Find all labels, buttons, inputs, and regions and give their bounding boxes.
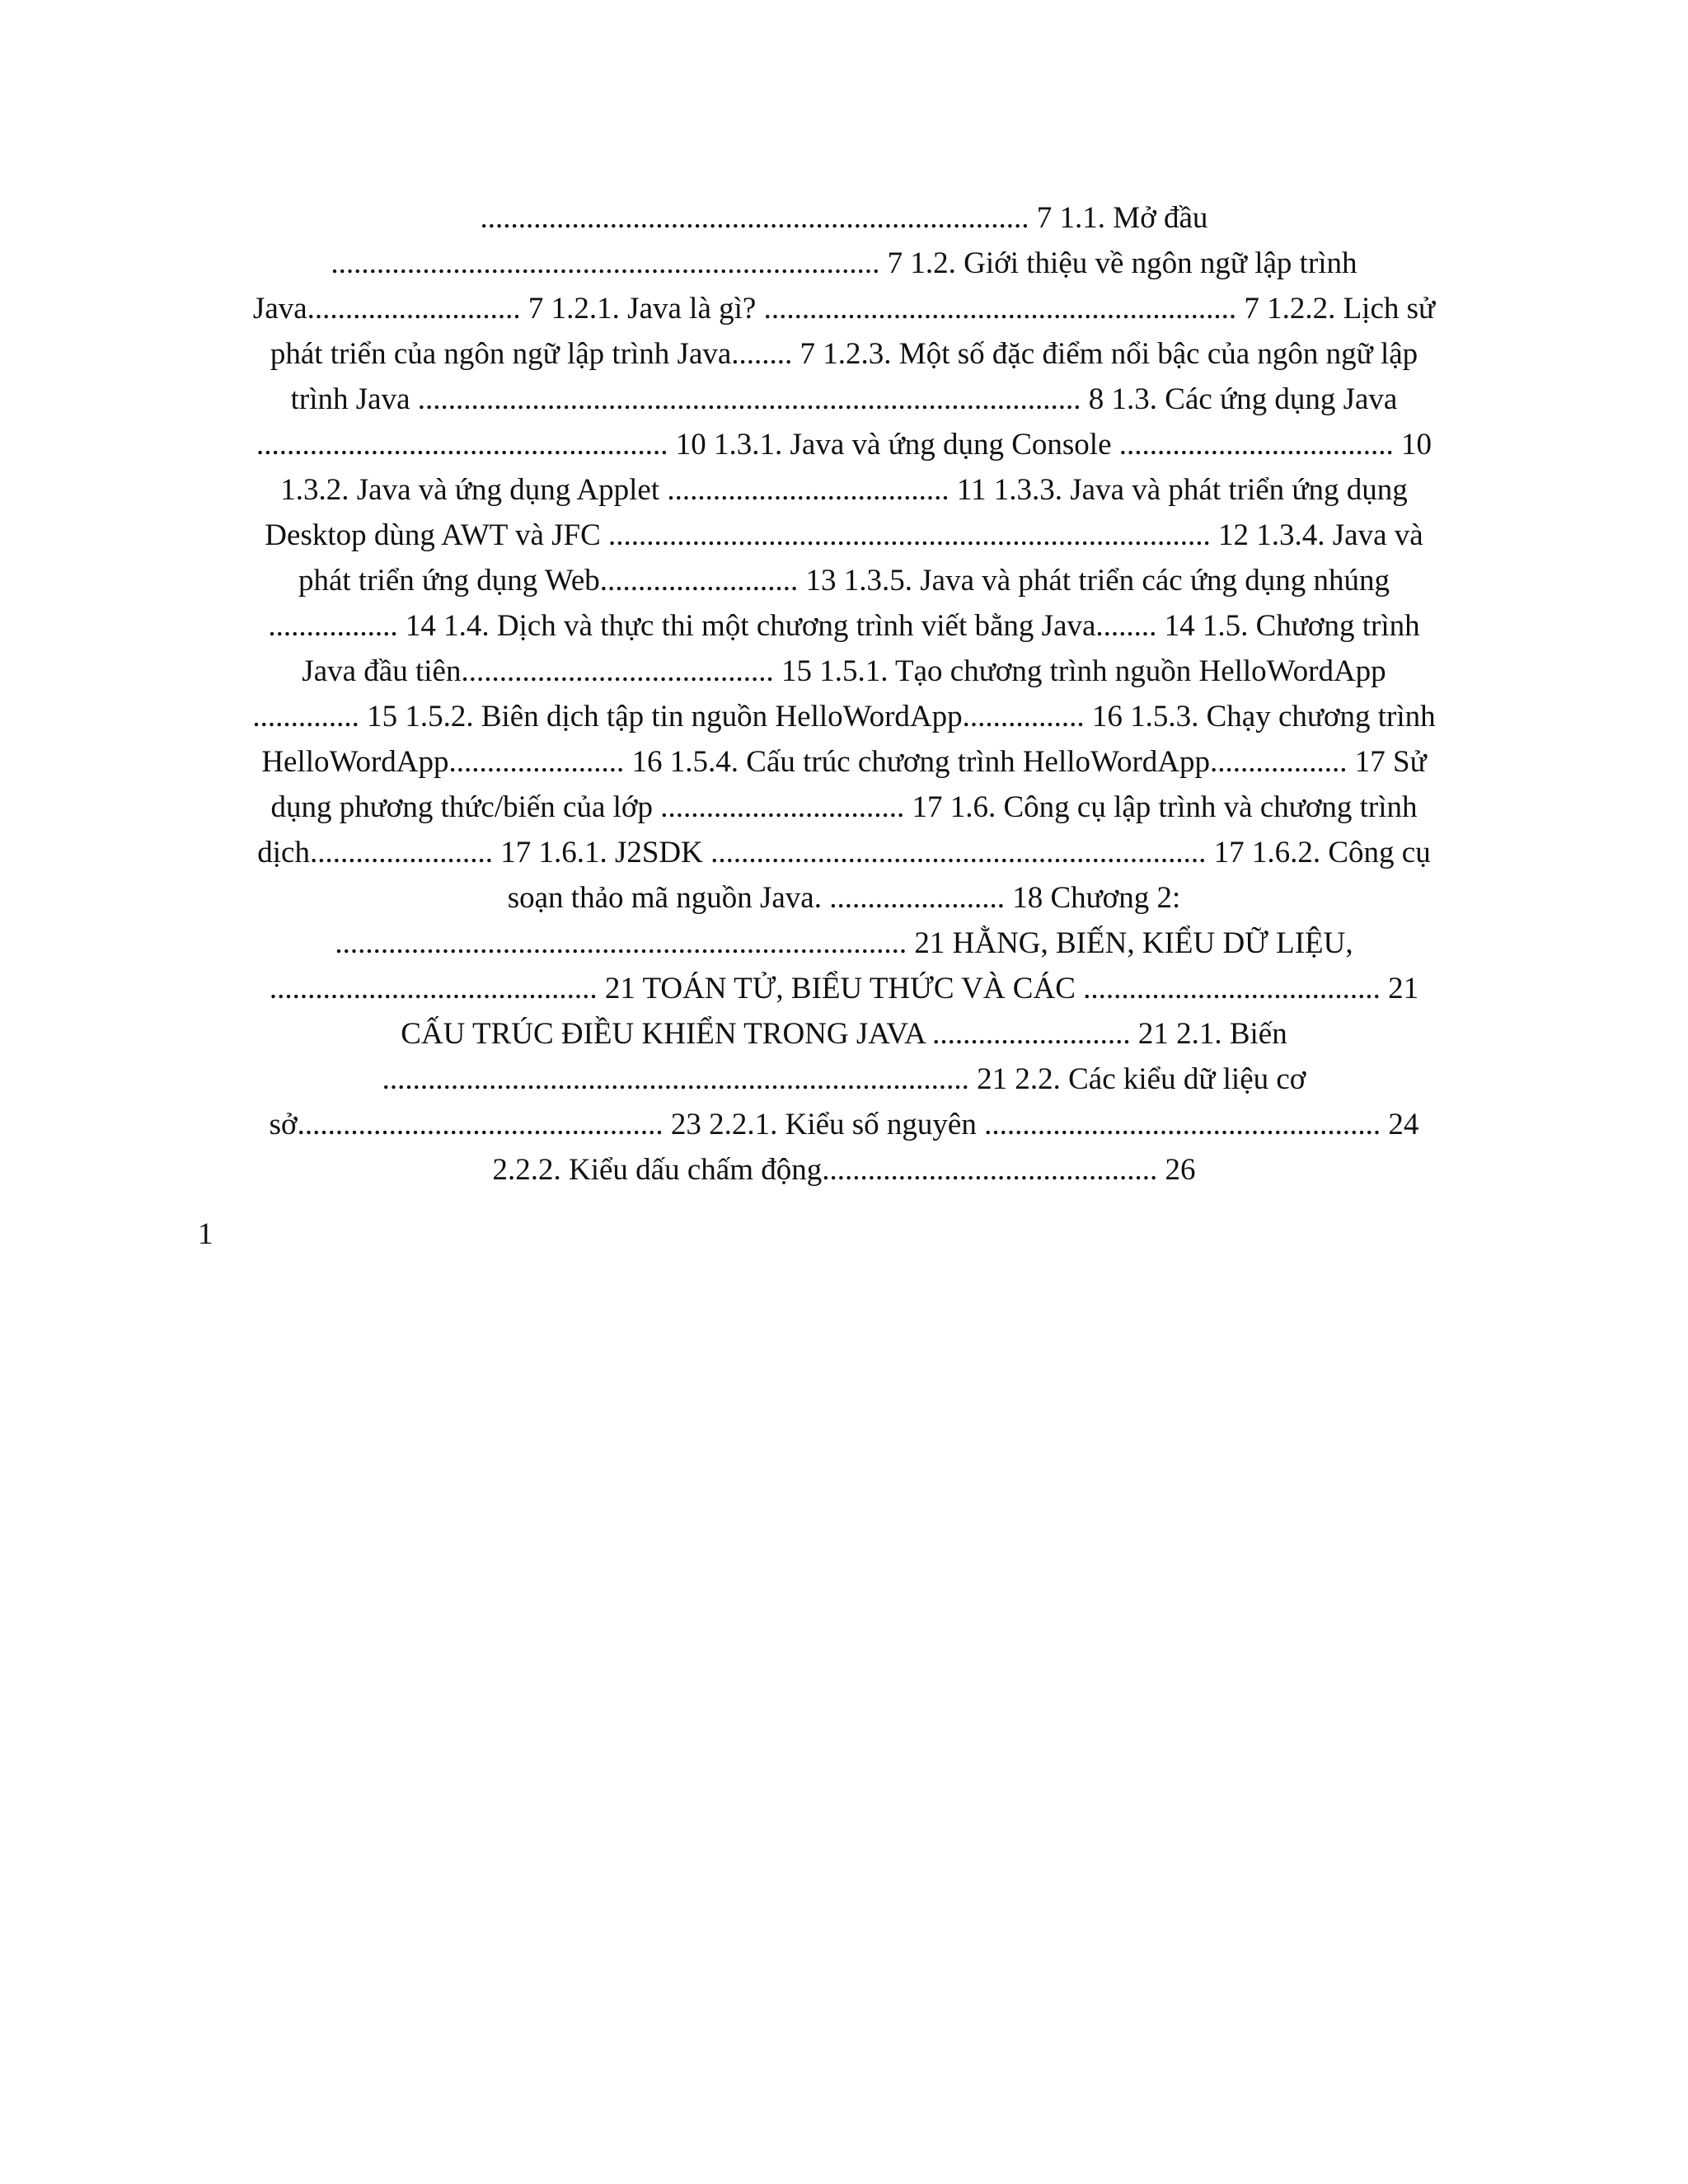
toc-line: .............. 15 1.5.2. Biên dịch tập tin nguồn HelloWordApp................ 16 1.5.3. Chạy chương trình [252, 700, 1436, 733]
toc-line: dụng phương thức/biến của lớp ................................ 17 1.6. Công cụ lập trình và chương trình [270, 790, 1418, 824]
toc-line: Java đầu tiên......................................... 15 1.5.1. Tạo chương trình nguồn HelloWordApp [302, 654, 1386, 688]
toc-line: ........................................................................... 21 HẰNG, BIẾN, KIỂU DỮ LIỆU, [335, 926, 1353, 960]
toc-line: ........................................... 21 TOÁN TỬ, BIỂU THỨC VÀ CÁC ....................................... 21 [269, 972, 1419, 1005]
toc-line: soạn thảo mã nguồn Java. ....................... 18 Chương 2: [507, 881, 1181, 915]
toc-line: trình Java ....................................................................................... 8 1.3. Các ứng dụng Java [290, 382, 1398, 416]
toc-line: ................. 14 1.4. Dịch và thực thi một chương trình viết bằng Java........ 14 1.5. Chương trình [268, 609, 1420, 643]
toc-line: ...................................................... 10 1.3.1. Java và ứng dụng Console .................................... 10 [256, 428, 1432, 462]
toc-line: 2.2.2. Kiểu dấu chấm động............................................ 26 [492, 1153, 1196, 1187]
toc-line: ........................................................................ 7 1.1. Mở đầu [480, 201, 1208, 235]
toc-line: ............................................................................. 21 2.2. Các kiểu dữ liệu cơ [382, 1062, 1306, 1096]
toc-line: Desktop dùng AWT và JFC ............................................................................... 12 1.3.4. Java và [265, 518, 1423, 552]
toc-line: ........................................................................ 7 1.2. Giới thiệu về ngôn ngữ lập trình [331, 246, 1357, 280]
toc-line: sở................................................ 23 2.2.1. Kiểu số nguyên .................................................... 24 [269, 1108, 1419, 1141]
page-number: 1 [198, 1217, 213, 1251]
toc-line: Java............................ 7 1.2.1. Java là gì? .............................................................. 7 1.2.2. Lịch sử [252, 292, 1436, 326]
toc-line: HelloWordApp....................... 16 1.5.4. Cấu trúc chương trình HelloWordApp.................. 17 Sử [261, 745, 1427, 779]
toc-line: phát triển của ngôn ngữ lập trình Java........ 7 1.2.3. Một số đặc điểm nổi bậc của ngôn ngữ lập [270, 337, 1418, 371]
table-of-contents [195, 195, 1493, 1193]
toc-line: phát triển ứng dụng Web.......................... 13 1.3.5. Java và phát triển các ứng dụng nhúng [298, 564, 1390, 598]
toc-line: 1.3.2. Java và ứng dụng Applet ..................................... 11 1.3.3. Java và phát triển ứng dụng [280, 473, 1408, 507]
toc-line: CẤU TRÚC ĐIỀU KHIỂN TRONG JAVA .......................... 21 2.1. Biến [401, 1017, 1287, 1051]
toc-line: dịch........................ 17 1.6.1. J2SDK ................................................................. 17 1.6.2. Công cụ [257, 836, 1431, 869]
